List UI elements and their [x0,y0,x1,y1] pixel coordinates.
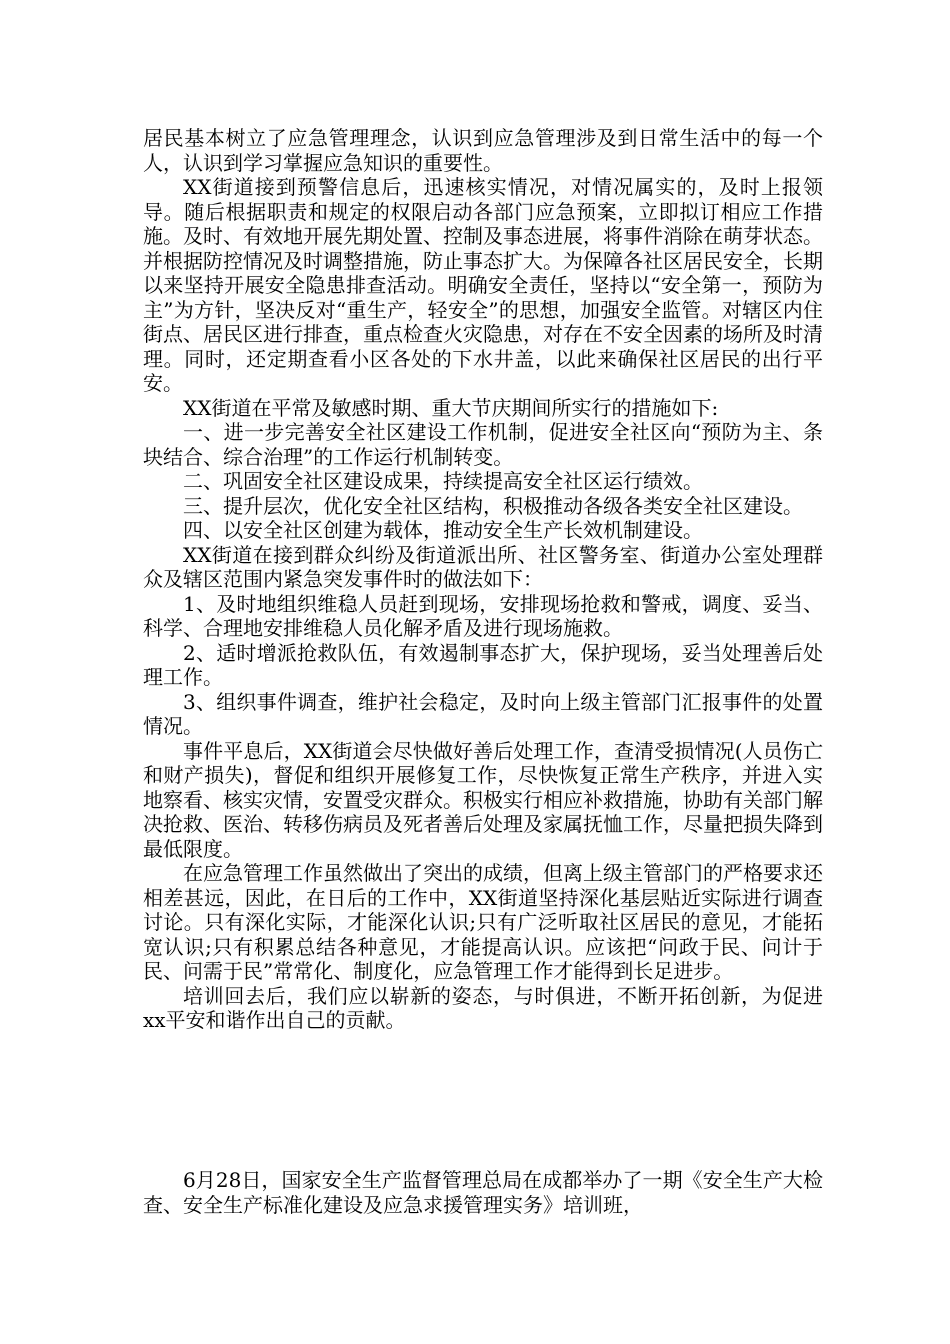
paragraph: XX街道在接到群众纠纷及街道派出所、社区警务室、街道办公室处理群众及辖区范围内紧急突发事件时的做法如下： [143,542,823,591]
paragraph: XX街道接到预警信息后，迅速核实情况，对情况属实的，及时上报领导。随后根据职责和规定的权限启动各部门应急预案，立即拟订相应工作措施。及时、有效地开展先期处置、控制及事态进展，将事件消除在萌芽状态。并根据防控情况及时调整措施，防止事态扩大。为保障各社区居民安全，长期以来坚持开展安全隐患排查活动。明确安全责任，坚持以“安全第一，预防为主”为方针，坚决反对“重生产，轻安全”的思想，加强安全监管。对辖区内住街点、居民区进行排查，重点检查火灾隐患，对存在不安全因素的场所及时清理。同时，还定期查看小区各处的下水井盖，以此来确保社区居民的出行平安。 [143,175,823,395]
list-item: 3、组织事件调查，维护社会稳定，及时向上级主管部门汇报事件的处置情况。 [143,689,823,738]
paragraph: 在应急管理工作虽然做出了突出的成绩，但离上级主管部门的严格要求还相差甚远，因此，在日后的工作中，XX街道坚持深化基层贴近实际进行调查讨论。只有深化实际，才能深化认识;只有广泛听取社区居民的意见，才能拓宽认识;只有积累总结各种意见，才能提高认识。应该把“问政于民、问计于民、问需于民”常常化、制度化，应急管理工作才能得到长足进步。 [143,861,823,983]
paragraph: 6月28日，国家安全生产监督管理总局在成都举办了一期《安全生产大检查、安全生产标准化建设及应急求援管理实务》培训班， [143,1168,823,1217]
list-item: 一、进一步完善安全社区建设工作机制，促进安全社区向“预防为主、条块结合、综合治理”的工作运行机制转变。 [143,420,823,469]
list-item: 2、适时增派抢救队伍，有效遏制事态扩大，保护现场，妥当处理善后处理工作。 [143,640,823,689]
list-item: 四、以安全社区创建为载体，推动安全生产长效机制建设。 [183,518,703,542]
paragraph: 事件平息后，XX街道会尽快做好善后处理工作，查清受损情况(人员伤亡和财产损失)，督促和组织开展修复工作，尽快恢复正常生产秩序，并进入实地察看、核实灾情，安置受灾群众。积极实行相应补救措施，协助有关部门解决抢救、医治、转移伤病员及死者善后处理及家属抚恤工作，尽量把损失降到最低限度。 [143,738,823,861]
next-section-body [143,1168,823,1217]
list-item: 二、巩固安全社区建设成果，持续提高安全社区运行绩效。 [183,469,703,493]
paragraph: 居民基本树立了应急管理理念，认识到应急管理涉及到日常生活中的每一个人，认识到学习掌握应急知识的重要性。 [143,126,823,175]
list-item: 1、及时地组织维稳人员赶到现场，安排现场抢救和警戒，调度、妥当、科学、合理地安排维稳人员化解矛盾及进行现场施救。 [143,591,823,640]
paragraph: XX街道在平常及敏感时期、重大节庆期间所实行的措施如下: [183,395,719,420]
list-item: 三、提升层次，优化安全社区结构，积极推动各级各类安全社区建设。 [183,493,803,518]
document-body [143,126,823,1033]
paragraph: 培训回去后，我们应以崭新的姿态，与时俱进，不断开拓创新，为促进xx平安和谐作出自己的贡献。 [143,983,823,1032]
